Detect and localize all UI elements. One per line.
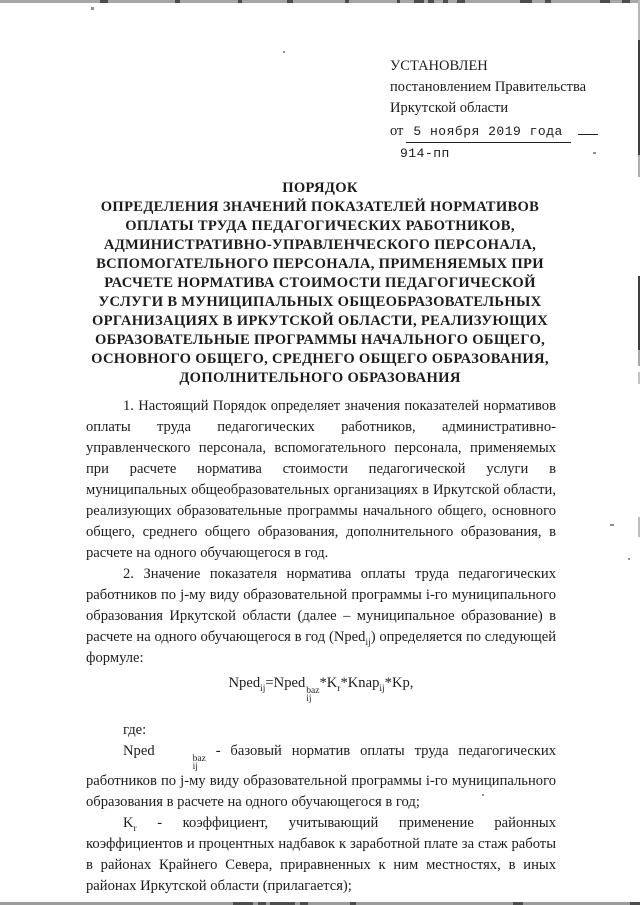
title-line: ВСПОМОГАТЕЛЬНОГО ПЕРСОНАЛА, ПРИМЕНЯЕМЫХ ПРИ [96, 256, 544, 272]
approval-region-line: Иркутской области [390, 100, 509, 116]
sub-index: ij [379, 683, 385, 694]
title-line: ОСНОВНОГО ОБЩЕГО, СРЕДНЕГО ОБЩЕГО ОБРАЗОВАНИЯ, [91, 351, 549, 367]
title-line: ОРГАНИЗАЦИЯХ В ИРКУТСКОЙ ОБЛАСТИ, РЕАЛИЗУЮЩИХ [92, 313, 548, 329]
title-line: ОПРЕДЕЛЕНИЯ ЗНАЧЕНИЙ ПОКАЗАТЕЛЕЙ НОРМАТИВОВ [100, 199, 540, 215]
paragraph-2: 2. Значение показателя норматива оплаты труда педагогических работников по j-му виду образовательной программы i-го муниципального образования Иркутской области (далее – муниципальное образование) в расчете на одного обучающегося в год (Nped$_{ij}$) определяется по следующей формуле: [86, 566, 556, 666]
title-line: ДОПОЛНИТЕЛЬНОГО ОБРАЗОВАНИЯ [179, 370, 461, 386]
title-line: ПОРЯДОК [282, 180, 358, 196]
sup-sub-index: baz ij [192, 754, 206, 772]
approval-date-value: 5 ноября 2019 года [406, 121, 570, 143]
title-line: РАСЧЕТЕ НОРМАТИВА СТОИМОСТИ ПЕДАГОГИЧЕСКОЙ [104, 275, 536, 291]
scan-speck [610, 524, 614, 526]
scan-speck [628, 558, 630, 560]
sub-index: ij [365, 637, 371, 648]
blank-underline [578, 119, 598, 135]
title-line: ОПЛАТЫ ТРУДА ПЕДАГОГИЧЕСКИХ РАБОТНИКОВ, [125, 218, 515, 234]
sub-index: r [133, 823, 137, 834]
title-line: УСЛУГИ В МУНИЦИПАЛЬНЫХ ОБЩЕОБРАЗОВАТЕЛЬНЫХ [98, 294, 542, 310]
where-label: где: [123, 722, 147, 738]
scan-speck [91, 7, 94, 10]
definition-kr: $K_r$ - коэффициент, учитывающий применение районных коэффициентов и процентных надбавок к заработной плате за стаж работы в районах Крайнего Севера, приравненных к ним местностях, в иных районах Иркутской области (прилагается); [86, 815, 556, 894]
sup-sub-index: baz ij [306, 686, 320, 704]
approval-date-line [390, 119, 638, 143]
body-paragraphs [86, 396, 556, 897]
sub-index: r [337, 683, 341, 694]
document-title [70, 179, 570, 388]
approval-status: УСТАНОВЛЕН [390, 58, 488, 74]
sub-index: ij [260, 683, 266, 694]
formula: Nped$_{ij}$=Nped baz ij $*K_r*Knap_{ij}*Kp$, [228, 675, 414, 704]
definition-nped-baz: Nped baz ij - базовый норматив оплаты труда педагогических работников по j-му виду образовательной программы i-го муниципального образования в расчете на одного обучающегося в год; [86, 743, 556, 810]
approval-stamp [390, 56, 638, 164]
title-line: ОБРАЗОВАТЕЛЬНЫЕ ПРОГРАММЫ НАЧАЛЬНОГО ОБЩЕГО, [94, 332, 546, 348]
scan-speck [283, 51, 285, 53]
approval-authority-line: постановлением Правительства [390, 79, 587, 95]
scan-edge-top [0, 0, 640, 3]
document-number: 914-пп [400, 146, 450, 161]
title-line: АДМИНИСТРАТИВНО-УПРАВЛЕНЧЕСКОГО ПЕРСОНАЛА, [103, 237, 537, 253]
date-prefix-label: от [390, 123, 404, 139]
paragraph-1: 1. Настоящий Порядок определяет значения показателей нормативов оплаты труда педагогических работников, административно-управленческого персонала, вспомогательного персонала, применяемых при расчете норматива стоимости педагогической услуги в муниципальных общеобразовательных организациях в Иркутской области, реализующих образовательные программы начального общего, основного общего, среднего общего образования, дополнительного образования, в расчете на одного обучающегося в год. [86, 398, 556, 561]
